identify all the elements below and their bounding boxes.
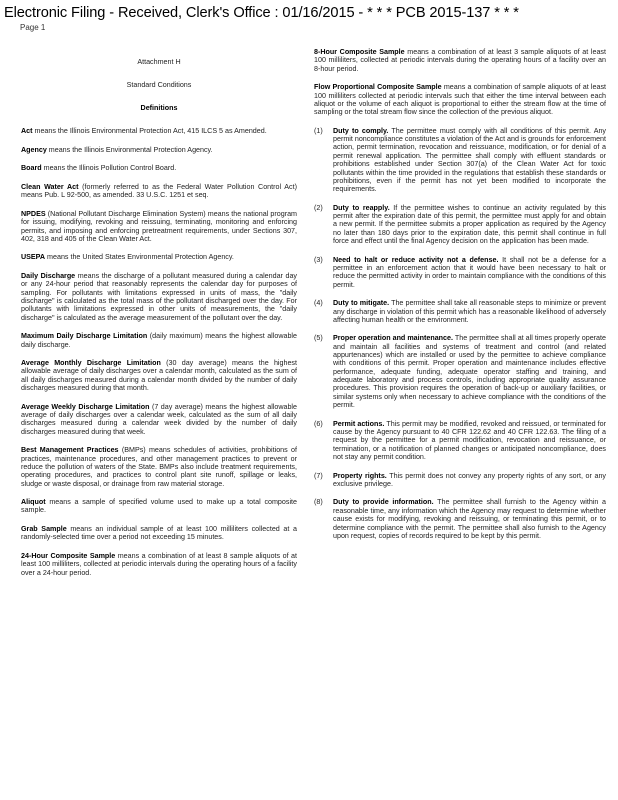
definition-text: (BMPs) means schedules of activities, prohibitions of practices, maintenance procedures, and other management practices to prevent or reduce the pollution of waters of the State. BMPs also include treatment requirements, operating procedures, and practices to control plant site runoff, spillage or leaks, sludge or waste disposal, or drainage from raw material storage. <box>21 446 297 488</box>
condition-title: Duty to comply. <box>333 126 389 135</box>
conditions-list <box>314 127 606 540</box>
definition-term: Clean Water Act <box>21 183 79 192</box>
condition-text: The permittee shall at all times properly operate and maintain all facilities and systems of treatment and control (and related appurtenances) which are installed or used by the permittee to achieve compliance with conditions of this permit. Proper operation and maintenance includes effective performance, adequate funding, adequate operator staffing and training, and adequate laboratory and process controls, including appropriate quality assurance procedures. This provision requires the operation of back-up or auxiliary facilities, or similar systems only when necessary to achieve compliance with the conditions of the permit. <box>333 334 606 410</box>
right-column <box>314 48 606 550</box>
condition-item <box>314 127 606 194</box>
definition-paragraph <box>21 183 297 200</box>
definition-term: Act <box>21 127 33 136</box>
definition-text: (30 day average) means the highest allowable average of daily discharges over a calendar month, calculated as the sum of all daily discharges measured during a calendar month divided by the number of daily discharges measured during that month. <box>21 359 297 393</box>
definition-term: NPDES <box>21 209 46 218</box>
condition-item <box>314 498 606 540</box>
condition-number: (4) <box>314 299 323 308</box>
definition-text: means the discharge of a pollutant measured during a calendar day or any 24-hour period that reasonably represents the calendar day for purposes of sampling. For pollutants with limitations expressed in units of mass, the "daily discharge" is calculated as the total mass of the pollutant discharged over the day. For pollutants with limitations expressed in other units of measurements, the "daily discharge" is calculated as the average measurement of the pollutant over the day. <box>21 271 297 322</box>
condition-body <box>333 420 606 462</box>
definition-paragraph <box>21 253 297 261</box>
definition-paragraph <box>21 359 297 392</box>
condition-title: Property rights. <box>333 471 387 480</box>
condition-text: The permittee shall furnish to the Agency within a reasonable time, any information which the Agency may request to determine whether cause exists for modifying, revoking and reissuing, or terminating this permit, or to determine compliance with the permit. The permittee shall also furnish to the Agency upon request, copies of records required to be kept by this permit. <box>333 498 606 540</box>
definition-term: Board <box>21 164 42 173</box>
definition-paragraph <box>21 403 297 436</box>
definition-text: means a sample of specified volume used to make up a total composite sample. <box>21 498 297 515</box>
condition-item <box>314 420 606 462</box>
condition-number: (1) <box>314 126 323 135</box>
definition-term: Agency <box>21 145 47 154</box>
definition-text: means a combination of at least 8 sample aliquots of at least 100 milliliters, collected at periodic intervals during the operating hours of a facility over a 24-hour period. <box>21 551 297 577</box>
condition-body <box>333 472 606 489</box>
definition-term: 8-Hour Composite Sample <box>314 48 405 56</box>
condition-body <box>333 204 606 246</box>
attachment-title: Attachment H <box>137 58 181 66</box>
definition-term: Aliquot <box>21 498 46 507</box>
left-column <box>21 58 297 587</box>
definition-text: means a combination of sample aliquots of at least 100 milliliters collected at periodic intervals such that either the time interval between each aliquot or the volume of each aliquot is proportional to either the stream flow at the time of sampling or the total stream flow since the collection of the previous aliquot. <box>314 83 606 117</box>
condition-text: This permit may be modified, revoked and reissued, or terminated for cause by the Agency pursuant to 40 CFR 122.62 and 40 CFR 122.63. The filing of a request by the permittee for a permit modification, revocation and reissuance, or termination, or a notification of planned changes or anticipated noncompliance, does not stay any permit condition. <box>333 419 607 462</box>
condition-item <box>314 299 606 324</box>
page-number: Page 1 <box>20 23 46 32</box>
definition-text: means the United States Environmental Protection Agency. <box>45 253 234 262</box>
definition-term: 24-Hour Composite Sample <box>21 551 116 560</box>
definition-paragraph <box>21 127 297 135</box>
definition-paragraph <box>21 164 297 172</box>
definition-paragraph <box>21 210 297 243</box>
condition-title: Permit actions. <box>333 419 385 428</box>
condition-body <box>333 498 606 540</box>
definition-paragraph <box>21 272 297 322</box>
condition-text: If the permittee wishes to continue an activity regulated by this permit after the expiration date of this permit, the permittee must apply for and obtain a new permit. If the permittee submits a proper application as required by the Agency no later than 180 days prior to the expiration date, this permit shall continue in full force and effect until the final Agency decision on the application has been made. <box>333 203 606 246</box>
definition-term: Flow Proportional Composite Sample <box>314 83 442 92</box>
condition-title: Duty to mitigate. <box>333 299 390 308</box>
condition-title: Need to halt or reduce activity not a defense. <box>333 255 499 264</box>
right-definitions-list <box>314 48 606 117</box>
definitions-heading: Definitions <box>140 104 178 113</box>
condition-body <box>333 127 606 194</box>
definition-text: (7 day average) means the highest allowable average of daily discharges over a calendar week, calculated as the sum of all daily discharges measured during a calendar week divided by the number of daily discharges measured during that week. <box>21 402 297 436</box>
definition-paragraph <box>21 498 297 515</box>
definition-paragraph <box>21 446 297 488</box>
condition-item <box>314 334 606 409</box>
definition-text: means the Illinois Environmental Protection Agency. <box>46 145 213 154</box>
definition-paragraph <box>21 525 297 542</box>
definition-term: Maximum Daily Discharge Limitation <box>21 332 148 341</box>
electronic-filing-header: Electronic Filing - Received, Clerk's Office : 01/16/2015 - * * * PCB 2015-137 * * * <box>4 5 519 21</box>
condition-text: This permit does not convey any property rights of any sort, or any exclusive privilege. <box>333 471 606 488</box>
condition-number: (6) <box>314 419 323 428</box>
definition-term: Daily Discharge <box>21 271 76 280</box>
definition-text: means the Illinois Environmental Protection Act, 415 ILCS 5 as Amended. <box>32 127 267 136</box>
definition-text: (daily maximum) means the highest allowable daily discharge. <box>21 332 297 349</box>
definition-text: means a combination of at least 3 sample aliquots of at least 100 milliliters, collected at periodic intervals during the operating hours of a facility over an 8-hour period. <box>314 48 606 73</box>
condition-text: It shall not be a defense for a permittee in an enforcement action that it would have been necessary to halt or reduce the permitted activity in order to maintain compliance with the conditions of this permit. <box>333 255 606 289</box>
definition-paragraph <box>21 146 297 154</box>
condition-title: Proper operation and maintenance. <box>333 334 453 343</box>
condition-title: Duty to reapply. <box>333 203 390 212</box>
condition-number: (7) <box>314 471 323 480</box>
definition-paragraph <box>21 552 297 577</box>
condition-number: (3) <box>314 255 323 264</box>
condition-item <box>314 472 606 489</box>
condition-title: Duty to provide information. <box>333 498 434 507</box>
condition-text: The permittee shall take all reasonable steps to minimize or prevent any discharge in violation of this permit which has a reasonable likelihood of adversely affecting human health or the environment. <box>333 299 607 324</box>
definition-paragraph <box>21 332 297 349</box>
definition-term: Average Weekly Discharge Limitation <box>21 402 150 411</box>
definition-text: means an individual sample of at least 100 milliliters collected at a randomly-selected time over a period not exceeding 15 minutes. <box>21 525 297 542</box>
condition-number: (2) <box>314 203 323 212</box>
definition-term: Grab Sample <box>21 525 67 534</box>
standard-conditions-title: Standard Conditions <box>126 81 192 90</box>
condition-body <box>333 299 606 324</box>
condition-item <box>314 256 606 289</box>
definition-paragraph <box>314 83 606 116</box>
definition-term: Best Management Practices <box>21 446 119 455</box>
definition-paragraph <box>314 48 606 73</box>
definition-text: (formerly referred to as the Federal Water Pollution Control Act) means Pub. L 92-500, as amended. 33 U.S.C. 1251 et seq. <box>21 183 297 200</box>
condition-item <box>314 204 606 246</box>
condition-number: (5) <box>314 334 323 343</box>
definition-text: (National Pollutant Discharge Elimination System) means the national program for issuing, modifying, revoking and reissuing, terminating, monitoring and enforcing permits, and imposing and enforcing pretreatment requirements, under Sections 307, 402, 318 and 405 of the Clean Water Act. <box>21 209 297 243</box>
definition-term: Average Monthly Discharge Limitation <box>21 359 161 368</box>
condition-body <box>333 256 606 289</box>
condition-body <box>333 334 606 409</box>
condition-text: The permittee must comply with all conditions of this permit. Any permit noncompliance constitutes a violation of the Act and is grounds for enforcement action, permit termination, revocation and reissuance, modification, or for denial of a permit renewal application. The permittee shall comply with effluent standards or prohibitions established under Section 307(a) of the Clean Water Act for toxic pollutants within the time provided in the regulations that establish these standards or prohibitions, even if the permit has not yet been modified to incorporate the requirements. <box>333 126 606 194</box>
condition-number: (8) <box>314 498 323 507</box>
definition-text: means the Illinois Pollution Control Board. <box>41 164 177 173</box>
left-definitions-list <box>21 127 297 577</box>
definition-term: USEPA <box>21 253 46 262</box>
